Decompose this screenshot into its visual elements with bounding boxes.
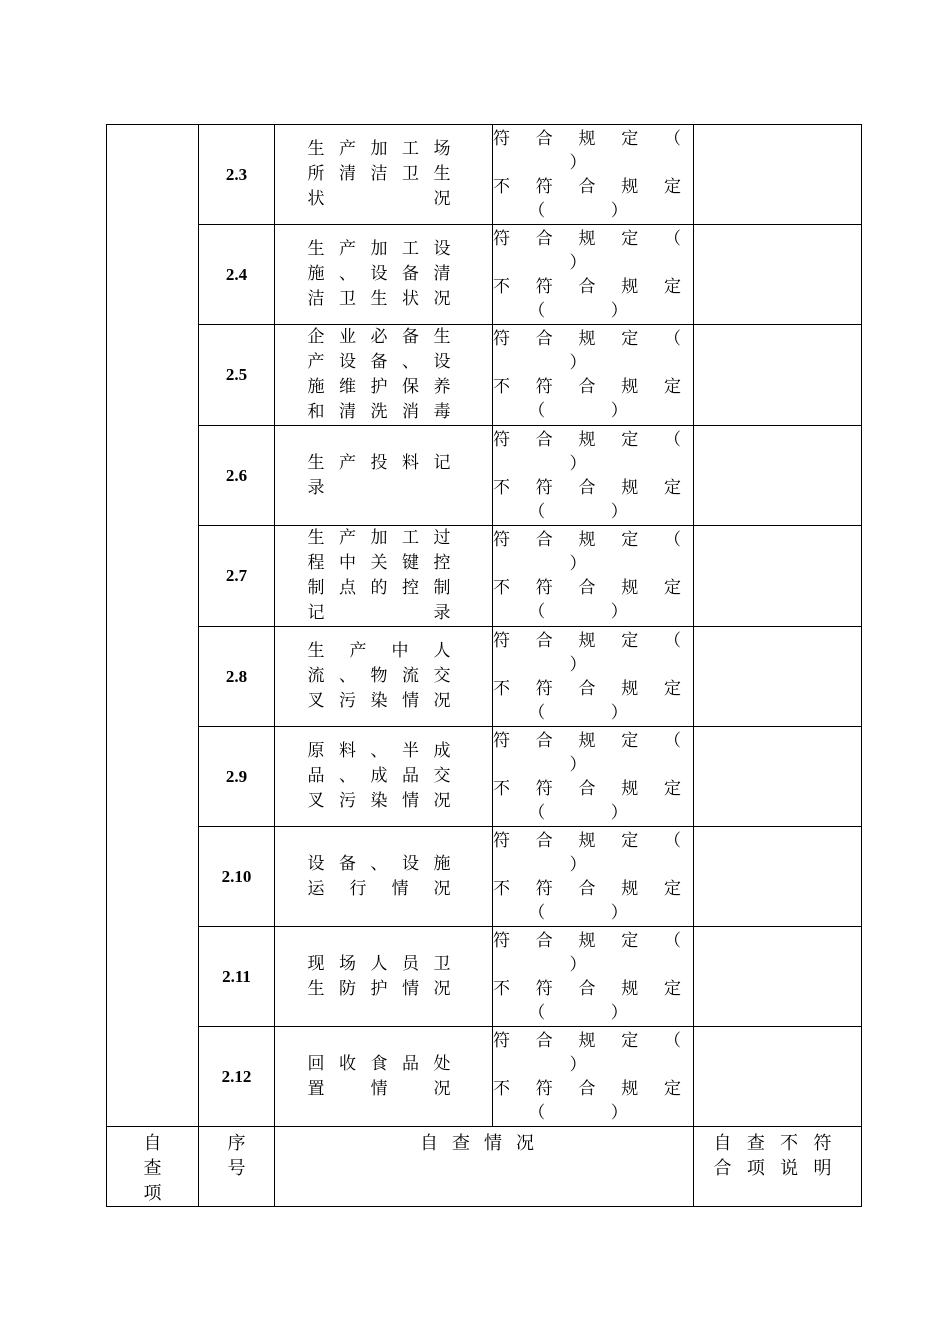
header-number: 序号 xyxy=(199,1127,275,1207)
remark-cell[interactable] xyxy=(694,927,862,1027)
remark-cell[interactable] xyxy=(694,325,862,426)
nonconform-label: 不符合规定 xyxy=(493,176,693,197)
status-cell xyxy=(493,325,694,426)
conform-close: ） xyxy=(569,252,617,273)
inspection-item: 生产加工场所清洁卫生状况 xyxy=(275,125,493,225)
nonconform-paren: （ ） xyxy=(528,401,658,421)
conform-close: ） xyxy=(569,854,617,875)
nonconform-label: 不符合规定 xyxy=(493,778,693,799)
status-cell xyxy=(493,827,694,927)
status-cell xyxy=(493,1027,694,1127)
nonconform-paren: （ ） xyxy=(528,1102,658,1123)
conform-label: 符合规定（ xyxy=(493,128,693,149)
nonconform-paren: （ ） xyxy=(528,1002,658,1023)
conform-close: ） xyxy=(569,954,617,975)
inspection-item: 生产投料记录 xyxy=(275,426,493,526)
nonconform-paren: （ ） xyxy=(528,300,658,321)
inspection-item: 生产加工设施、设备清洁卫生状况 xyxy=(275,225,493,325)
row-number: 2.10 xyxy=(199,827,275,927)
conform-label: 符合规定（ xyxy=(493,429,693,450)
nonconform-paren: （ ） xyxy=(528,702,658,723)
remark-cell[interactable] xyxy=(694,1027,862,1127)
nonconform-label: 不符合规定 xyxy=(493,477,693,498)
status-cell xyxy=(493,627,694,727)
table-row xyxy=(107,827,862,927)
inspection-item: 原料、半成品、成品交叉污染情况 xyxy=(275,727,493,827)
row-number: 2.6 xyxy=(199,426,275,526)
table-row xyxy=(107,1027,862,1127)
conform-close: ） xyxy=(569,152,617,173)
remark-cell[interactable] xyxy=(694,627,862,727)
conform-close: ） xyxy=(569,1054,617,1075)
nonconform-label: 不符合规定 xyxy=(493,678,693,699)
nonconform-label: 不符合规定 xyxy=(493,978,693,999)
inspection-item: 企业必备生产设备、设施维护保养和清洗消毒 xyxy=(275,325,493,426)
conform-label: 符合规定（ xyxy=(493,930,693,951)
remark-cell[interactable] xyxy=(694,827,862,927)
conform-label: 符合规定（ xyxy=(493,1030,693,1051)
nonconform-label: 不符合规定 xyxy=(493,878,693,899)
status-cell xyxy=(493,426,694,526)
row-number: 2.11 xyxy=(199,927,275,1027)
table-row xyxy=(107,927,862,1027)
conform-label: 符合规定（ xyxy=(493,830,693,851)
row-number: 2.7 xyxy=(199,526,275,627)
table-row xyxy=(107,627,862,727)
conform-label: 符合规定（ xyxy=(493,228,693,249)
remark-cell[interactable] xyxy=(694,225,862,325)
nonconform-label: 不符合规定 xyxy=(493,578,693,598)
conform-label: 符合规定（ xyxy=(493,730,693,751)
self-inspection-table xyxy=(106,124,862,1207)
conform-close: ） xyxy=(569,554,617,574)
row-number: 2.3 xyxy=(199,125,275,225)
row-number: 2.4 xyxy=(199,225,275,325)
nonconform-paren: （ ） xyxy=(528,200,658,221)
header-category: 自查项 xyxy=(107,1127,199,1207)
conform-close: ） xyxy=(569,754,617,775)
category-cell xyxy=(107,125,199,1127)
conform-close: ） xyxy=(569,353,617,373)
inspection-item: 设备、设施运行情况 xyxy=(275,827,493,927)
conform-label: 符合规定（ xyxy=(493,530,693,550)
nonconform-paren: （ ） xyxy=(528,602,658,622)
inspection-item: 生产加工过程中关键控制点的控制记录 xyxy=(275,526,493,627)
nonconform-label: 不符合规定 xyxy=(493,276,693,297)
row-number: 2.5 xyxy=(199,325,275,426)
table-row xyxy=(107,125,862,225)
header-remark: 自查不符合项说明 xyxy=(694,1127,862,1207)
nonconform-paren: （ ） xyxy=(528,802,658,823)
status-cell xyxy=(493,225,694,325)
row-number: 2.12 xyxy=(199,1027,275,1127)
conform-label: 符合规定（ xyxy=(493,630,693,651)
inspection-item: 现场人员卫生防护情况 xyxy=(275,927,493,1027)
header-status: 自查情况 xyxy=(275,1127,694,1207)
remark-cell[interactable] xyxy=(694,125,862,225)
conform-label: 符合规定（ xyxy=(493,329,693,349)
nonconform-paren: （ ） xyxy=(528,902,658,923)
row-number: 2.8 xyxy=(199,627,275,727)
status-cell xyxy=(493,125,694,225)
table-row xyxy=(107,426,862,526)
remark-cell[interactable] xyxy=(694,727,862,827)
status-cell xyxy=(493,927,694,1027)
status-cell xyxy=(493,727,694,827)
status-cell xyxy=(493,526,694,627)
row-number: 2.9 xyxy=(199,727,275,827)
remark-cell[interactable] xyxy=(694,526,862,627)
table-row xyxy=(107,526,862,627)
remark-cell[interactable] xyxy=(694,426,862,526)
table-row xyxy=(107,225,862,325)
table-row xyxy=(107,727,862,827)
header-row xyxy=(107,1127,862,1207)
conform-close: ） xyxy=(569,453,617,474)
conform-close: ） xyxy=(569,654,617,675)
nonconform-label: 不符合规定 xyxy=(493,1078,693,1099)
nonconform-paren: （ ） xyxy=(528,501,658,522)
nonconform-label: 不符合规定 xyxy=(493,377,693,397)
inspection-item: 生产中人流、物流交叉污染情况 xyxy=(275,627,493,727)
table-row xyxy=(107,325,862,426)
inspection-item: 回收食品处置情况 xyxy=(275,1027,493,1127)
